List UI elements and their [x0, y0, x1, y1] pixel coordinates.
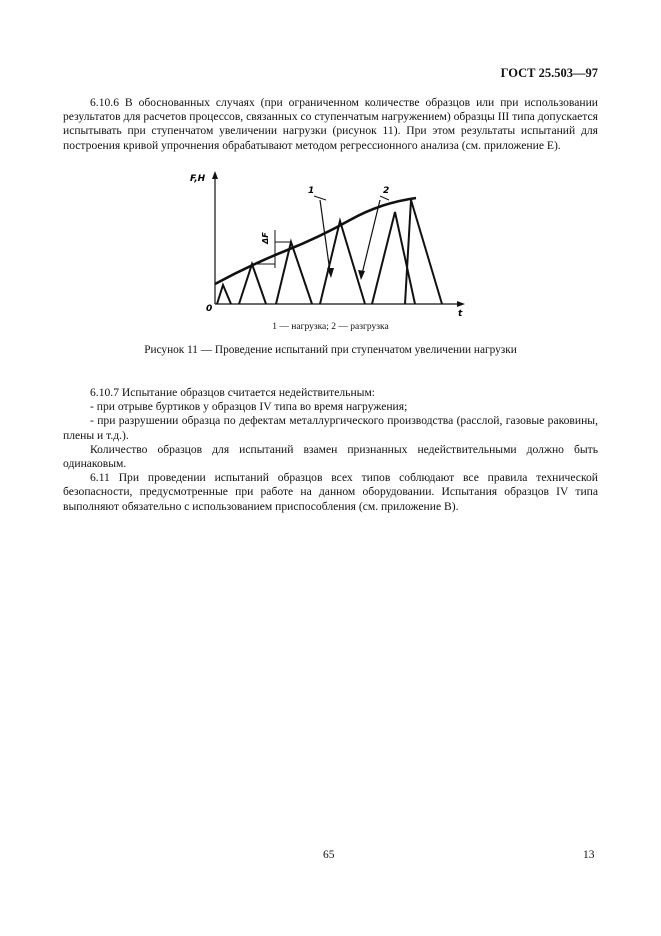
y-axis-arrow [212, 171, 218, 179]
section-6-10-7-bullet-1: - при отрыве буртиков у образцов IV типа во время нагружения; [90, 400, 408, 414]
figure-caption: Рисунок 11 — Проведение испытаний при ступенчатом увеличении нагрузки [144, 344, 517, 356]
page-number-center: 65 [323, 849, 335, 861]
document-standard-number: ГОСТ 25.503—97 [500, 66, 598, 80]
section-6-10-7-bullet-2: - при разрушении образца по дефектам металлургического производства (расслой, газовые раковины, плены и т.д.). [63, 414, 598, 442]
section-6-10-7 [63, 386, 598, 514]
origin-label: 0 [206, 304, 213, 314]
cycle-6 [405, 200, 442, 304]
x-axis-arrow [457, 301, 465, 307]
callout-2-arrowhead [358, 270, 365, 280]
y-axis-label: F,H [190, 174, 206, 184]
hardening-curve [215, 198, 416, 284]
figure-11-diagram [190, 168, 470, 318]
callout-2-label: 2 [383, 186, 390, 196]
callout-2-leader [380, 196, 389, 200]
callout-1-label: 1 [308, 186, 315, 196]
section-6-10-6 [63, 96, 598, 153]
cycle-1 [217, 285, 231, 304]
x-axis-label: t [458, 309, 463, 318]
section-6-11-text: 6.11 При проведении испытаний образцов всех типов соблюдают все правила технической безопасности, предусмотренные при работе на данном оборудовании. Испытания образцов IV типа выполняют обязательно с использованием приспособления (см. приложение В). [63, 471, 598, 513]
load-unload-cycles [217, 200, 442, 304]
page-number-right: 13 [583, 849, 595, 861]
step-label: ΔF [261, 232, 270, 244]
section-6-10-6-text: 6.10.6 В обоснованных случаях (при ограниченном количестве образцов или при использовании результатов для расчетов процессов, связанных со ступенчатым нагружением) образцы III типа допускается испытывать при ступенчатом увеличении нагрузки (рисунок 11). При этом результаты испытаний для построения кривой упрочнения обрабатывают методом регрессионного анализа (см. приложение Е). [63, 96, 598, 152]
callout-1-leader [314, 196, 326, 200]
figure-legend: 1 — нагрузка; 2 — разгрузка [272, 322, 389, 332]
section-6-10-7-note: Количество образцов для испытаний взамен признанных недействительными должно быть одинаковым. [63, 442, 598, 471]
section-6-10-7-intro: 6.10.7 Испытание образцов считается недействительным: [90, 386, 376, 399]
